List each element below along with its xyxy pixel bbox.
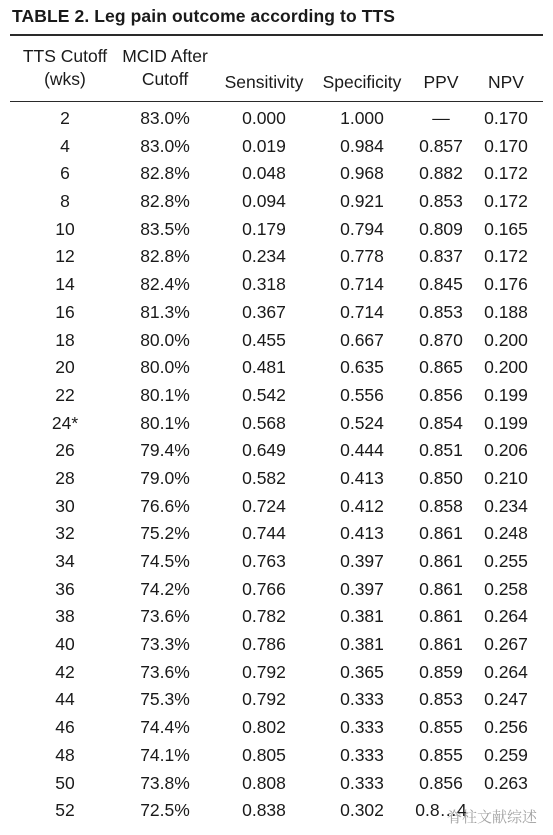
cell-npv: 0.188 [484,301,528,322]
cell-ppv: 0.882 [419,163,463,184]
cell-npv: 0.248 [484,523,528,544]
cell-sensitivity: 0.234 [242,246,286,267]
cell-npv: 0.264 [484,606,528,627]
cell-ppv: 0.861 [419,523,463,544]
cell-specificity: 0.921 [340,191,384,212]
cell-mcid-after: 83.0% [140,108,190,128]
table-row [10,327,543,355]
cell-sensitivity: 0.782 [242,606,286,627]
cell-mcid-after: 83.0% [140,135,190,156]
cell-mcid-after: 81.3% [140,301,190,322]
header-npv: NPV [488,72,524,92]
cell-tts-cutoff: 12 [55,246,75,267]
cell-npv: 0.247 [484,689,528,710]
cell-sensitivity: 0.808 [242,772,286,793]
cell-specificity: 0.381 [340,634,384,655]
cell-mcid-after: 74.5% [140,551,190,571]
cell-specificity: 0.413 [340,523,384,544]
cell-npv: 0.170 [484,108,528,128]
cell-npv: 0.210 [484,467,528,488]
table-row [10,216,543,244]
cell-mcid-after: 75.3% [140,689,190,710]
table-row [10,243,543,271]
table-caption: TABLE 2. Leg pain outcome according to TTS [12,6,396,26]
cell-tts-cutoff: 6 [60,163,70,184]
table-row [10,437,543,465]
cell-specificity: 0.984 [340,135,384,156]
cell-ppv: 0.853 [419,301,463,322]
cell-ppv: 0.855 [419,717,463,738]
cell-mcid-after: 82.8% [140,163,190,184]
cell-specificity: 0.635 [340,357,384,378]
cell-sensitivity: 0.792 [242,661,286,682]
cell-ppv: 0.857 [419,135,463,156]
cell-npv: 0.172 [484,191,528,212]
cell-mcid-after: 73.3% [140,634,190,655]
cell-mcid-after: 80.0% [140,357,190,378]
cell-mcid-after: 83.5% [140,218,190,239]
header-ppv: PPV [423,72,459,92]
table-row [10,686,543,714]
cell-ppv: 0.809 [419,218,463,239]
cell-sensitivity: 0.766 [242,578,286,599]
cell-npv: 0.234 [484,495,528,516]
cell-tts-cutoff: 16 [55,301,75,322]
cell-npv: 0.165 [484,218,528,239]
cell-npv: 0.199 [484,384,528,405]
cell-specificity: 0.778 [340,246,384,267]
cell-mcid-after: 73.6% [140,661,190,682]
header-mcid-after-line2: Cutoff [141,69,189,89]
cell-tts-cutoff: 50 [55,772,75,793]
cell-specificity: 0.444 [340,440,384,461]
cell-specificity: 0.556 [340,384,384,405]
cell-mcid-after: 82.8% [140,191,190,212]
cell-tts-cutoff: 44 [55,689,75,710]
cell-sensitivity: 0.568 [242,412,286,433]
cell-tts-cutoff: 32 [55,523,75,544]
cell-mcid-after: 74.2% [140,578,190,599]
cell-ppv: 0.861 [419,551,463,571]
cell-npv: 0.259 [484,744,528,765]
table-row [10,770,543,798]
cell-specificity: 0.381 [340,606,384,627]
cell-sensitivity: 0.481 [242,357,286,378]
table-row [10,520,543,548]
cell-mcid-after: 74.1% [140,744,190,765]
cell-specificity: 0.397 [340,578,384,599]
cell-npv: 0.206 [484,440,528,461]
cell-tts-cutoff: 18 [55,329,75,350]
cell-specificity: 1.000 [340,108,384,128]
cell-npv: 0.200 [484,357,528,378]
cell-ppv: 0.851 [419,440,463,461]
cell-npv: 0.255 [484,551,528,571]
cell-ppv: 0.859 [419,661,463,682]
cell-ppv: 0.837 [419,246,463,267]
cell-specificity: 0.667 [340,329,384,350]
cell-tts-cutoff: 20 [55,357,75,378]
cell-tts-cutoff: 4 [60,135,70,156]
cell-specificity: 0.333 [340,717,384,738]
cell-mcid-after: 72.5% [140,800,190,821]
table-row [10,354,543,382]
header-specificity: Specificity [322,72,402,92]
cell-tts-cutoff: 46 [55,717,75,738]
cell-npv: 0.199 [484,412,528,433]
cell-specificity: 0.333 [340,744,384,765]
cell-npv: 0.200 [484,329,528,350]
cell-ppv: 0.858 [419,495,463,516]
table-row [10,271,543,299]
cell-tts-cutoff: 22 [55,384,75,405]
cell-specificity: 0.333 [340,772,384,793]
cell-ppv: 0.856 [419,384,463,405]
cell-specificity: 0.397 [340,551,384,571]
cell-sensitivity: 0.786 [242,634,286,655]
cell-npv: 0.172 [484,246,528,267]
cell-mcid-after: 79.0% [140,467,190,488]
cell-mcid-after: 74.4% [140,717,190,738]
cell-sensitivity: 0.179 [242,218,286,239]
cell-sensitivity: 0.744 [242,523,286,544]
cell-sensitivity: 0.367 [242,301,286,322]
cell-npv: 0.263 [484,772,528,793]
cell-sensitivity: 0.094 [242,191,286,212]
table-row [10,105,543,133]
table-row [10,548,543,576]
table-row [10,631,543,659]
cell-mcid-after: 80.1% [140,412,190,433]
cell-tts-cutoff: 10 [55,218,75,239]
cell-sensitivity: 0.805 [242,744,286,765]
watermark-text: 脊柱文献综述 [446,809,537,826]
cell-tts-cutoff: 40 [55,634,75,655]
cell-sensitivity: 0.763 [242,551,286,571]
cell-specificity: 0.365 [340,661,384,682]
cell-specificity: 0.412 [340,495,384,516]
cell-ppv: — [432,108,450,128]
cell-mcid-after: 82.8% [140,246,190,267]
cell-ppv: 0.861 [419,634,463,655]
table-row [10,410,543,438]
cell-ppv: 0.855 [419,744,463,765]
cell-ppv: 0.853 [419,689,463,710]
cell-sensitivity: 0.649 [242,440,286,461]
cell-tts-cutoff: 26 [55,440,75,461]
cell-sensitivity: 0.802 [242,717,286,738]
header-mcid-after-line1: MCID After [122,46,208,66]
cell-ppv: 0.865 [419,357,463,378]
cell-npv: 0.264 [484,661,528,682]
cell-tts-cutoff: 24* [51,412,79,433]
cell-ppv: 0.853 [419,191,463,212]
table-row [10,659,543,687]
table-body [10,102,543,825]
cell-sensitivity: 0.318 [242,274,286,295]
table-row [10,576,543,604]
cell-sensitivity: 0.792 [242,689,286,710]
cell-specificity: 0.714 [340,274,384,295]
cell-mcid-after: 80.0% [140,329,190,350]
table-row [10,714,543,742]
table-row [10,603,543,631]
cell-tts-cutoff: 30 [55,495,75,516]
cell-tts-cutoff: 2 [60,108,70,128]
cell-ppv: 0.861 [419,578,463,599]
cell-sensitivity: 0.000 [242,108,286,128]
cell-npv: 0.172 [484,163,528,184]
table-header [10,36,543,101]
cell-npv: 0.258 [484,578,528,599]
cell-ppv: 0.854 [419,412,463,433]
cell-mcid-after: 80.1% [140,384,190,405]
header-mcid-after [110,45,220,91]
cell-tts-cutoff: 48 [55,744,75,765]
table-row [10,133,543,161]
header-tts-cutoff-line1: TTS Cutoff [22,46,108,66]
cell-sensitivity: 0.838 [242,800,286,821]
header-tts-cutoff-line2: (wks) [44,69,86,89]
cell-mcid-after: 82.4% [140,274,190,295]
cell-npv: 0.170 [484,135,528,156]
cell-tts-cutoff: 52 [55,800,75,821]
table-row [10,493,543,521]
table-row [10,742,543,770]
cell-npv: 0.176 [484,274,528,295]
cell-specificity: 0.302 [340,800,384,821]
cell-ppv: 0.845 [419,274,463,295]
cell-sensitivity: 0.048 [242,163,286,184]
cell-specificity: 0.413 [340,467,384,488]
table-row [10,160,543,188]
cell-mcid-after: 76.6% [140,495,190,516]
cell-npv: 0.267 [484,634,528,655]
cell-tts-cutoff: 8 [60,191,70,212]
cell-tts-cutoff: 38 [55,606,75,627]
cell-sensitivity: 0.582 [242,467,286,488]
cell-ppv: 0.8…4 [415,800,467,821]
cell-specificity: 0.794 [340,218,384,239]
header-sensitivity: Sensitivity [224,72,304,92]
cell-tts-cutoff: 14 [55,274,75,295]
cell-ppv: 0.870 [419,329,463,350]
cell-mcid-after: 79.4% [140,440,190,461]
outcome-table [10,34,543,825]
cell-ppv: 0.856 [419,772,463,793]
cell-specificity: 0.714 [340,301,384,322]
cell-ppv: 0.861 [419,606,463,627]
cell-tts-cutoff: 42 [55,661,75,682]
cell-tts-cutoff: 34 [55,551,75,571]
cell-npv: 0.256 [484,717,528,738]
cell-mcid-after: 73.6% [140,606,190,627]
cell-specificity: 0.333 [340,689,384,710]
cell-sensitivity: 0.724 [242,495,286,516]
cell-mcid-after: 73.8% [140,772,190,793]
table-row [10,382,543,410]
cell-ppv: 0.850 [419,467,463,488]
cell-sensitivity: 0.019 [242,135,286,156]
table-row [10,299,543,327]
table-row [10,188,543,216]
table-row [10,465,543,493]
cell-mcid-after: 75.2% [140,523,190,544]
header-tts-cutoff [10,45,120,91]
cell-specificity: 0.524 [340,412,384,433]
cell-sensitivity: 0.455 [242,329,286,350]
cell-tts-cutoff: 28 [55,467,75,488]
cell-specificity: 0.968 [340,163,384,184]
cell-tts-cutoff: 36 [55,578,75,599]
cell-sensitivity: 0.542 [242,384,286,405]
